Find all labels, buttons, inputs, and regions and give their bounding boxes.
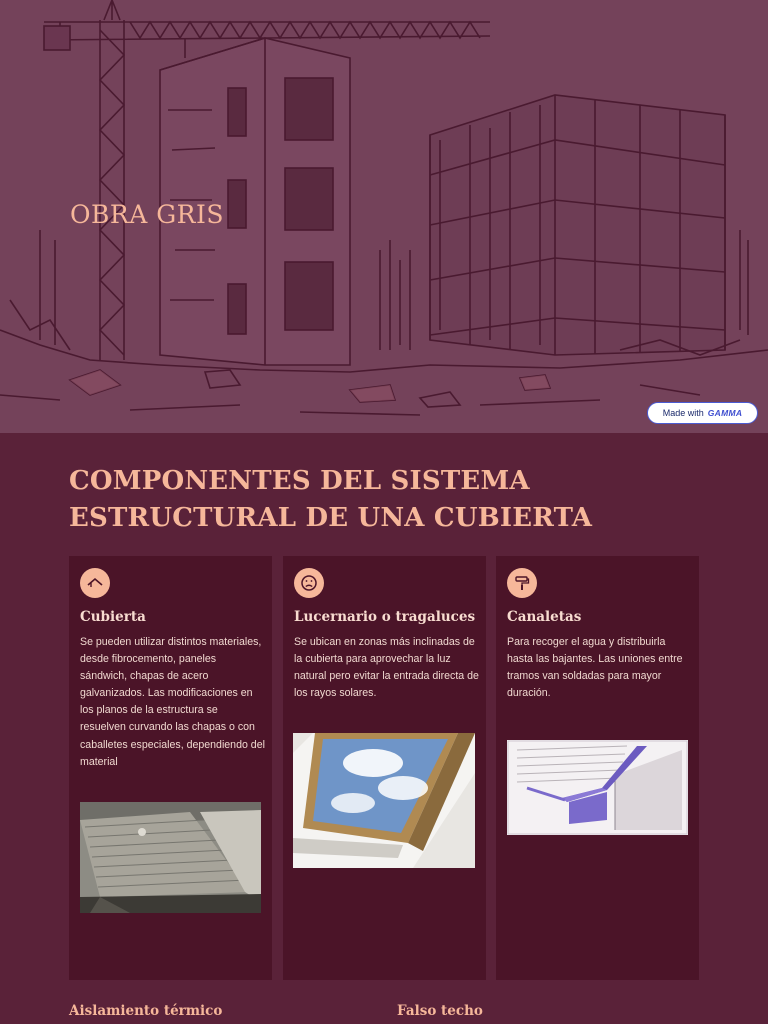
section-title-line-1: COMPONENTES DEL SISTEMA [69,466,530,496]
frown-face-icon [294,568,324,598]
card-title: Cubierta [80,609,146,625]
heading-falso-techo: Falso techo [397,1003,483,1019]
skylight-window-photo [293,733,475,868]
hero-banner [0,0,768,433]
gutter-diagram [507,740,688,835]
gamma-logo: GAMMA [707,408,743,418]
badge-prefix: Made with [662,408,704,418]
card-lucernario [283,556,486,980]
roof-icon [80,568,110,598]
hero-title: OBRA GRIS [70,200,224,229]
paint-roller-icon [507,568,537,598]
card-canaletas [496,556,699,980]
section-title [69,463,709,537]
heading-aislamiento-termico: Aislamiento térmico [69,1003,223,1019]
card-text: Para recoger el agua y distribuirla hasta las bajantes. Las uniones entre tramos van soldadas para mayor duración. [507,636,683,700]
section-title-line-2: ESTRUCTURAL DE UNA CUBIERTA [69,503,593,533]
card-cubierta [69,556,272,980]
card-title: Canaletas [507,609,582,625]
card-text: Se ubican en zonas más inclinadas de la cubierta para aprovechar la luz natural pero evitar la entrada directa de los rayos solares. [294,636,479,700]
card-title: Lucernario o tragaluces [294,609,476,625]
corrugated-roof-photo [80,802,261,913]
made-with-gamma-badge[interactable] [647,402,758,424]
card-text: Se pueden utilizar distintos materiales, desde fibrocemento, paneles sándwich, chapas de acero galvanizados. Las modificaciones en los planos de la estructura se resuelven curvando las chapas o con caballetes especiales, dependiendo del material [80,636,265,768]
